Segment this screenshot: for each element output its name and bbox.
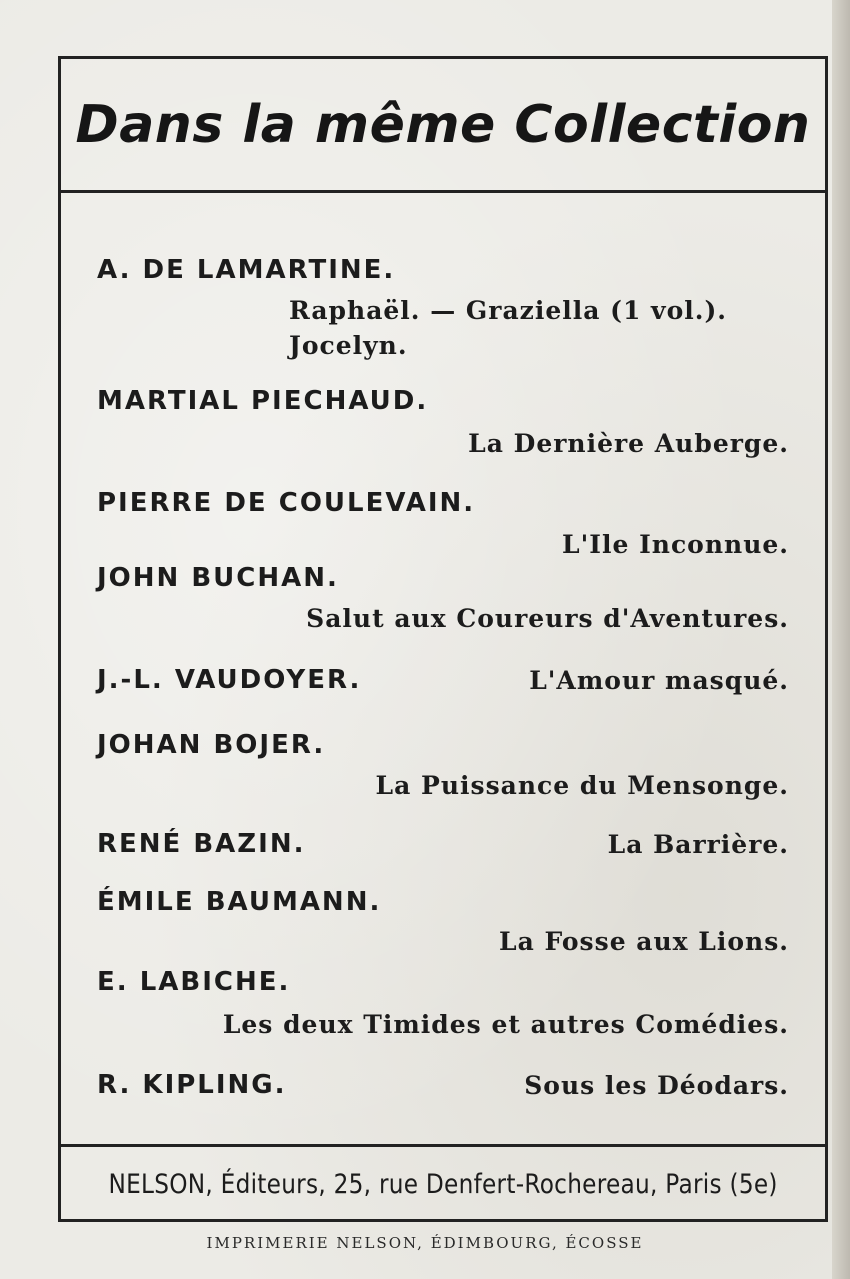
author-lamartine: A. DE LAMARTINE. bbox=[97, 255, 396, 285]
author-labiche: E. LABICHE. bbox=[97, 967, 291, 997]
title-deux-timides: Les deux Timides et autres Comédies. bbox=[222, 1010, 789, 1039]
title-barriere: La Barrière. bbox=[607, 830, 789, 859]
title-amour-masque: L'Amour masqué. bbox=[529, 666, 789, 695]
author-kipling: R. KIPLING. bbox=[97, 1070, 287, 1100]
page-title: Dans la même Collection bbox=[75, 94, 811, 155]
page-edge bbox=[832, 0, 850, 1279]
title-derniere-auberge: La Dernière Auberge. bbox=[468, 429, 789, 458]
publisher-box bbox=[61, 1144, 825, 1222]
author-piechaud: MARTIAL PIECHAUD. bbox=[97, 386, 429, 416]
author-vaudoyer: J.-L. VAUDOYER. bbox=[97, 665, 362, 695]
author-bazin: RENÉ BAZIN. bbox=[97, 829, 306, 859]
header-box bbox=[61, 59, 825, 193]
title-salut-coureurs: Salut aux Coureurs d'Aventures. bbox=[306, 604, 789, 633]
title-ile-inconnue: L'Ile Inconnue. bbox=[562, 530, 789, 559]
title-jocelyn: Jocelyn. bbox=[289, 331, 408, 360]
author-buchan: JOHN BUCHAN. bbox=[97, 563, 339, 593]
title-puissance-mensonge: La Puissance du Mensonge. bbox=[375, 771, 789, 800]
author-baumann: ÉMILE BAUMANN. bbox=[97, 887, 382, 917]
title-fosse-lions: La Fosse aux Lions. bbox=[499, 927, 789, 956]
publisher-address: NELSON, Éditeurs, 25, rue Denfert-Rochereau, Paris (5e) bbox=[108, 1169, 778, 1200]
title-sous-deodars: Sous les Déodars. bbox=[524, 1071, 789, 1100]
author-coulevain: PIERRE DE COULEVAIN. bbox=[97, 488, 476, 518]
title-raphael-graziella: Raphaël. — Graziella (1 vol.). bbox=[289, 296, 727, 325]
printer-imprint: IMPRIMERIE NELSON, ÉDIMBOURG, ÉCOSSE bbox=[206, 1234, 644, 1252]
author-bojer: JOHAN BOJER. bbox=[97, 730, 326, 760]
bordered-frame bbox=[58, 56, 828, 1222]
